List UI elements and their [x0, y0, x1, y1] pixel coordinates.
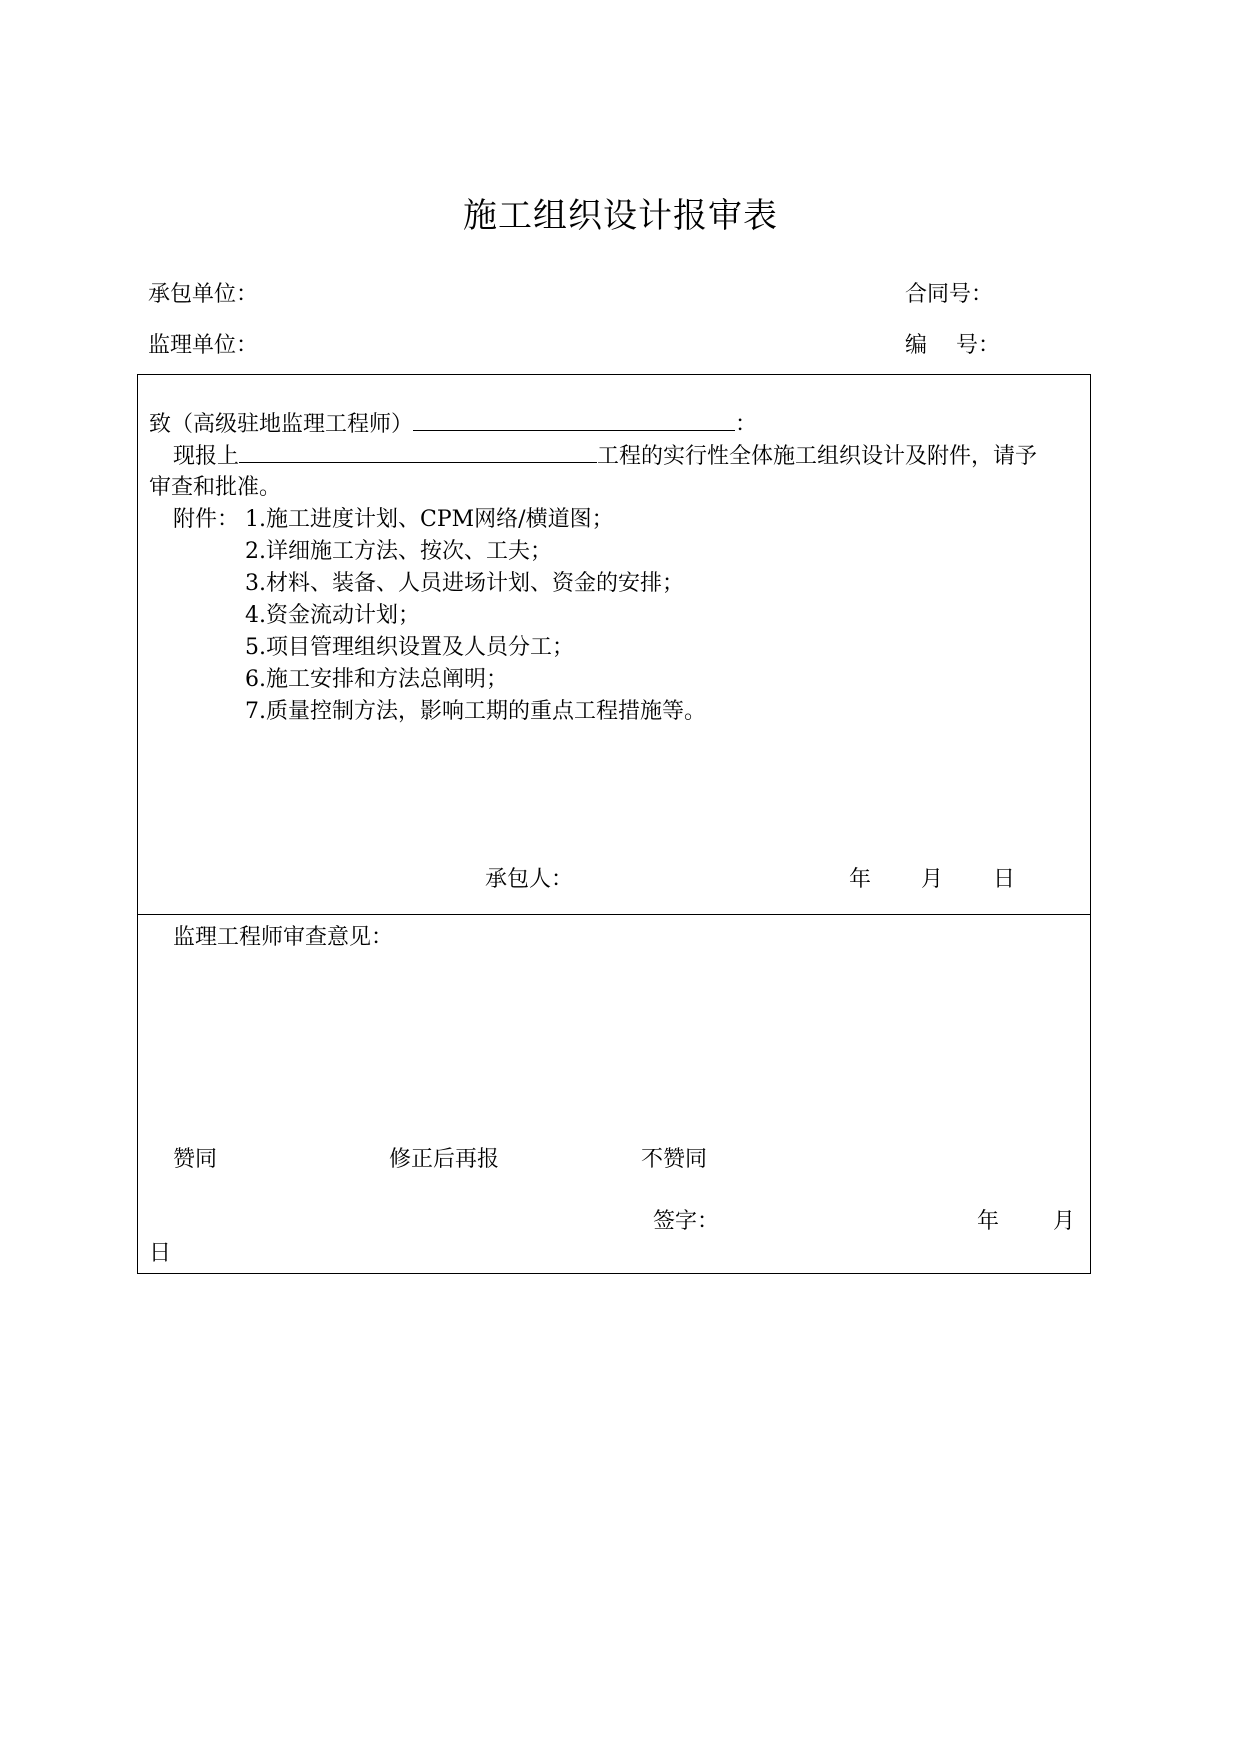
date-year: 年	[849, 867, 872, 892]
report-line-2: 审查和批准。	[149, 475, 282, 500]
date-month: 月	[921, 867, 944, 892]
signature-date-month: 月	[1053, 1209, 1076, 1234]
option-agree[interactable]: 赞同	[173, 1147, 218, 1172]
signature-date-day: 日	[149, 1241, 172, 1266]
addressee-blank[interactable]	[413, 408, 735, 431]
signature-date-year: 年	[977, 1209, 1000, 1234]
attachment-item: 2.详细施工方法、按次、工夫；	[245, 539, 552, 564]
signature-label: 签字：	[653, 1209, 720, 1234]
option-revise[interactable]: 修正后再报	[389, 1147, 500, 1172]
form-content	[137, 374, 1089, 1272]
date-day: 日	[993, 867, 1016, 892]
contractor-sign-label: 承包人：	[485, 867, 574, 892]
serial-number-label: 编 号：	[905, 333, 1000, 358]
attachment-item: 6.施工安排和方法总阐明；	[245, 667, 508, 692]
report-suffix: 工程的实行性全体施工组织设计及附件，请予	[597, 444, 1038, 469]
addressee-suffix: ：	[735, 412, 758, 437]
attachment-item: 1.施工进度计划、CPM网络/横道图；	[245, 507, 614, 532]
attachment-item: 4.资金流动计划；	[245, 603, 420, 628]
option-disagree[interactable]: 不赞同	[641, 1147, 708, 1172]
addressee-prefix: 致（高级驻地监理工程师）	[149, 412, 414, 437]
attachment-item: 7.质量控制方法，影响工期的重点工程措施等。	[245, 699, 706, 724]
project-name-blank[interactable]	[239, 440, 597, 463]
page-title: 施工组织设计报审表	[463, 196, 778, 236]
supervisor-label: 监理单位：	[148, 333, 259, 358]
contract-number-label: 合同号：	[905, 282, 994, 307]
attachment-item: 3.材料、装备、人员进场计划、资金的安排；	[245, 571, 684, 596]
report-line	[173, 440, 1037, 473]
supervisor-opinion-label: 监理工程师审查意见：	[173, 925, 394, 950]
attachment-item: 5.项目管理组织设置及人员分工；	[245, 635, 574, 660]
report-prefix: 现报上	[173, 444, 240, 469]
addressee-line	[149, 408, 757, 441]
attachments-label: 附件：	[173, 507, 240, 532]
contractor-label: 承包单位：	[148, 282, 259, 307]
